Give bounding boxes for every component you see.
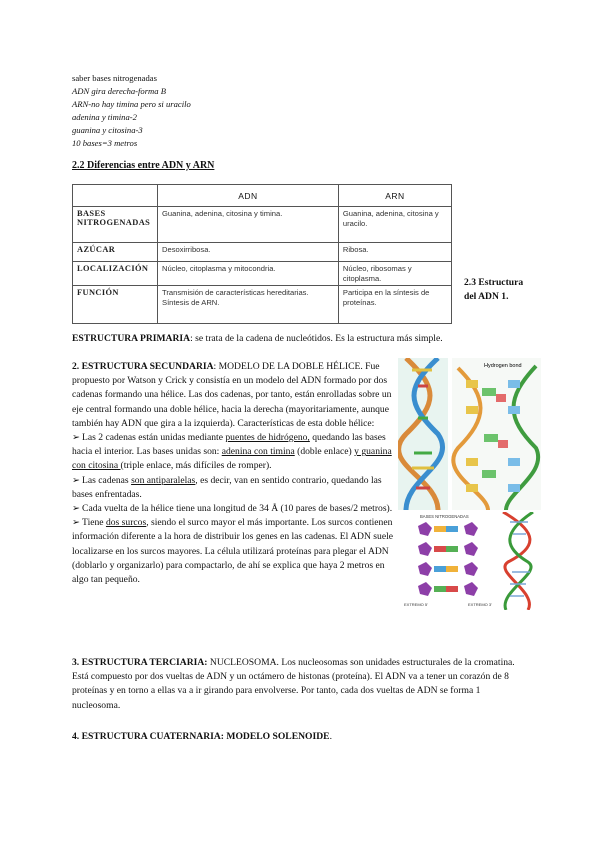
secundaria-intro: : MODELO DE LA DOBLE HÉLICE. Fue propuesto por Watson y Crick y consistía en un modelo del ADN formado por dos cadenas formando una hélice. Las dos cadenas, por tanto, están enrolladas sobre un eje central formando una doble hélice, hacia la derecha (mayoritariamente, aunque también hay ADN que gira a la izquierda). Características de esta doble hélice: xyxy=(72,361,392,429)
extremo-5-label: EXTREMO 5' xyxy=(404,602,428,607)
cell-adn: Núcleo, citoplasma y mitocondria. xyxy=(158,262,339,286)
dna-helix-hydrogen-bond-figure xyxy=(398,358,541,510)
primaria-text: : se trata de la cadena de nucleótidos. Es la estructura más simple. xyxy=(190,333,443,344)
section-2-2-title: 2.2 Diferencias entre ADN y ARN xyxy=(72,160,215,171)
underlined-term: son antiparalelas xyxy=(131,474,196,486)
note-line: ADN gira derecha-forma B xyxy=(72,86,166,96)
cell-arn: Participa en la síntesis de proteínas. xyxy=(338,286,451,324)
bullet-arrow-icon: ➢ xyxy=(72,517,81,529)
extremo-3-label: EXTREMO 3' xyxy=(468,602,492,607)
terciaria-paragraph xyxy=(72,656,530,713)
bases-nitrogenadas-label: BASES NITROGENADAS xyxy=(420,514,469,519)
row-label: LOCALIZACIÓN xyxy=(73,262,158,286)
note-line: adenina y timina-2 xyxy=(72,112,137,122)
underlined-term: adenina con timina xyxy=(221,446,295,458)
cuaternaria-paragraph xyxy=(72,730,532,744)
underlined-term: y guanina con citosina xyxy=(72,446,392,472)
secundaria-label: 2. ESTRUCTURA SECUNDARIA xyxy=(72,361,214,372)
cell-arn: Ribosa. xyxy=(338,243,451,262)
dna-base-pairing-figure xyxy=(398,512,544,610)
bullet-text: quedando las bases hacia el interior. Las bases unidas son: xyxy=(72,432,386,458)
bullet-arrow-icon: ➢ xyxy=(72,432,81,444)
note-line: saber bases nitrogenadas xyxy=(72,73,157,83)
note-line: 10 bases=3 metros xyxy=(72,138,138,148)
study-notes xyxy=(72,72,191,150)
cuaternaria-end: . xyxy=(329,731,332,742)
row-label: BASES NITROGENADAS xyxy=(73,207,158,243)
table-row xyxy=(73,262,452,286)
secundaria-paragraph xyxy=(72,360,402,587)
bullet-text: Las cadenas xyxy=(82,474,132,486)
bullet-arrow-icon: ➢ xyxy=(72,474,81,486)
underlined-term: puentes de hidrógeno, xyxy=(225,432,310,444)
primaria-label: ESTRUCTURA PRIMARIA xyxy=(72,333,191,344)
table-header-empty xyxy=(73,185,158,207)
terciaria-label: 3. ESTRUCTURA TERCIARIA: xyxy=(72,657,210,668)
primaria-paragraph xyxy=(72,332,542,346)
table-row xyxy=(73,286,452,324)
table-header-arn: ARN xyxy=(338,185,451,207)
bullet-text: (doble enlace) xyxy=(294,446,355,458)
terciaria-text: NUCLEOSOMA. Los nucleosomas son unidades estructurales de la cromatina. Está compuesto por dos vueltas de ADN y un octámero de histonas (proteína). El ADN va a tener un corazón de 8 proteínas y en torno a ellas va a ir girando para envolverse. Por tanto, cada dos vueltas de ADN se forma 1 nucleosoma. xyxy=(72,657,515,711)
bullet-text: (triple enlace, más difíciles de romper). xyxy=(120,460,272,472)
bullet-text: , siendo el surco mayor el más importante. Los surcos contienen información diferente a la hora de distribuir los genes en las cadenas. El ADN suele localizarse en los surcos mayores. La célula utilizará proteínas para plegar el ADN (doblarlo y organizarlo) para compactarlo, de ahí se explica que haya 2 metros en algo tan pequeño. xyxy=(72,517,394,586)
hydrogen-bond-label: Hydrogen bond xyxy=(484,363,522,369)
cell-adn: Transmisión de características hereditarias. Síntesis de ARN. xyxy=(158,286,339,324)
cell-arn: Guanina, adenina, citosina y uracilo. xyxy=(338,207,451,243)
section-2-3-heading: 2.3 Estructura del ADN 1. xyxy=(464,277,524,302)
note-line: guanina y citosina-3 xyxy=(72,125,143,135)
cell-adn: Guanina, adenina, citosina y timina. xyxy=(158,207,339,243)
cuaternaria-label: 4. ESTRUCTURA CUATERNARIA: MODELO SOLENOIDE xyxy=(72,731,330,742)
note-line: ARN-no hay timina pero si uracilo xyxy=(72,99,191,109)
table-header-adn: ADN xyxy=(158,185,339,207)
row-label: AZÚCAR xyxy=(73,243,158,262)
cell-adn: Desoxirribosa. xyxy=(158,243,339,262)
bullet-text: Tiene xyxy=(82,517,106,529)
bullet-text: Las 2 cadenas están unidas mediante xyxy=(82,432,226,444)
table-row xyxy=(73,207,452,243)
row-label: FUNCIÓN xyxy=(73,286,158,324)
cell-arn: Núcleo, ribosomas y citoplasma. xyxy=(338,262,451,286)
bullet-text: , es decir, van en sentido contrario, quedando las bases enfrentadas. xyxy=(72,474,382,500)
bullet-arrow-icon: ➢ xyxy=(72,503,81,515)
table-row xyxy=(73,243,452,262)
underlined-term: dos surcos xyxy=(105,517,147,529)
bullet-text: Cada vuelta de la hélice tiene una longitud de 34 Å (10 pares de bases/2 metros). xyxy=(82,503,393,515)
adn-arn-comparison-table xyxy=(72,184,452,324)
